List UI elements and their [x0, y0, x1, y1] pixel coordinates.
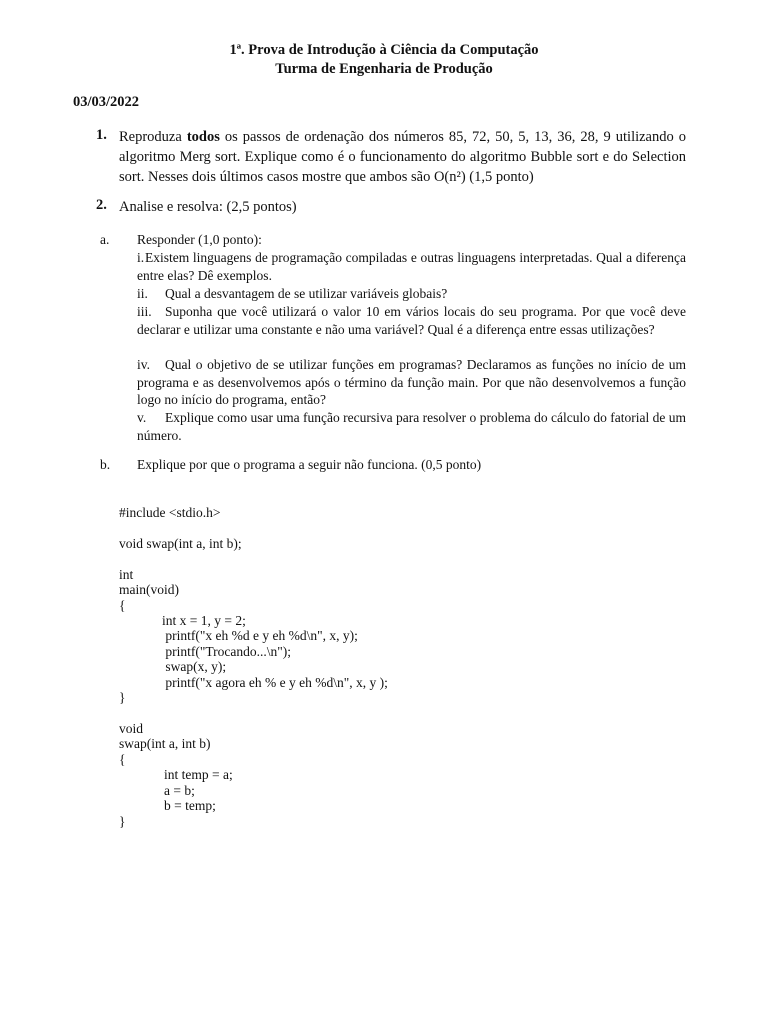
code-swap-open-brace: { — [119, 752, 126, 767]
question-2-text: Analise e resolva: (2,5 pontos) — [119, 199, 297, 215]
sub-question-text: Existem linguagens de programação compiladas e outras linguagens interpretadas. Qual a diferença entre elas? Dê exemplos. — [137, 250, 686, 283]
code-swap-body-line: a = b; — [164, 783, 195, 798]
section-a-label: a. — [100, 232, 110, 247]
sub-question-ii — [137, 285, 686, 303]
sub-question-number: iv. — [137, 357, 150, 372]
code-swap-body-line: int temp = a; — [164, 767, 233, 782]
sub-question-i — [137, 249, 686, 284]
code-swap-close-brace: } — [119, 814, 126, 829]
code-main-signature: main(void) — [119, 582, 179, 597]
question-1-text-end: os passos de ordenação dos números 85, 72, 50, 5, 13, 36, 28, 9 utilizando o algoritmo Merg sort. Explique como é o funcionamento do algoritmo Bubble sort e do Selection sort. Nesses dois últimos casos mostre que ambos são O(n²) (1,5 ponto) — [119, 129, 686, 185]
question-2-number: 2. — [96, 197, 107, 213]
question-1-text — [119, 127, 686, 187]
exam-date: 03/03/2022 — [73, 94, 140, 110]
sub-question-iv — [137, 356, 686, 409]
exam-title: 1ª. Prova de Introdução à Ciência da Computação — [229, 42, 539, 58]
exam-subtitle: Turma de Engenharia de Produção — [275, 61, 493, 77]
section-b-label: b. — [100, 457, 111, 472]
sub-question-number: ii. — [137, 286, 148, 301]
code-prototype-line: void swap(int a, int b); — [119, 536, 242, 551]
code-main-body-line: printf("x eh %d e y eh %d\n", x, y); — [162, 628, 358, 643]
code-main-body-line: int x = 1, y = 2; — [162, 613, 246, 628]
code-swap-return-type: void — [119, 721, 144, 736]
sub-question-number: v. — [137, 410, 147, 425]
question-1-bold-word: todos — [186, 129, 220, 145]
code-main-body-line: printf("x agora eh % e y eh %d\n", x, y ); — [162, 675, 388, 690]
sub-question-iii — [137, 303, 686, 338]
code-main-return-type: int — [119, 567, 134, 582]
sub-question-text: Explique como usar uma função recursiva para resolver o problema do cálculo do fatorial de um número. — [137, 410, 686, 443]
sub-question-text: Suponha que você utilizará o valor 10 em vários locais do seu programa. Por que você deve declarar e utilizar uma constante e não uma variável? Qual é a diferença entre essas utilizações? — [137, 304, 686, 337]
sub-question-text: Qual o objetivo de se utilizar funções em programas? Declaramos as funções no início de um programa e as desenvolvemos após o término da função main. Por que não desenvolvemos a função logo no início do programa, então? — [137, 357, 686, 407]
section-a-title: Responder (1,0 ponto): — [137, 232, 262, 247]
sub-question-number: iii. — [137, 304, 152, 319]
code-swap-body-line: b = temp; — [164, 798, 216, 813]
code-main-body-line: printf("Trocando...\n"); — [162, 644, 292, 659]
section-b-title: Explique por que o programa a seguir não funciona. (0,5 ponto) — [137, 457, 482, 472]
code-main-close-brace: } — [119, 690, 126, 705]
code-main-open-brace: { — [119, 598, 126, 613]
sub-question-text: Qual a desvantagem de se utilizar variáveis globais? — [165, 286, 448, 301]
sub-question-number: i. — [137, 250, 145, 265]
question-1-text-start: Reproduza — [119, 129, 187, 145]
code-include-line: #include <stdio.h> — [119, 505, 221, 520]
question-1-number: 1. — [96, 127, 107, 143]
code-main-body-line: swap(x, y); — [162, 659, 227, 674]
code-swap-signature: swap(int a, int b) — [119, 736, 211, 751]
sub-question-v — [137, 409, 686, 444]
